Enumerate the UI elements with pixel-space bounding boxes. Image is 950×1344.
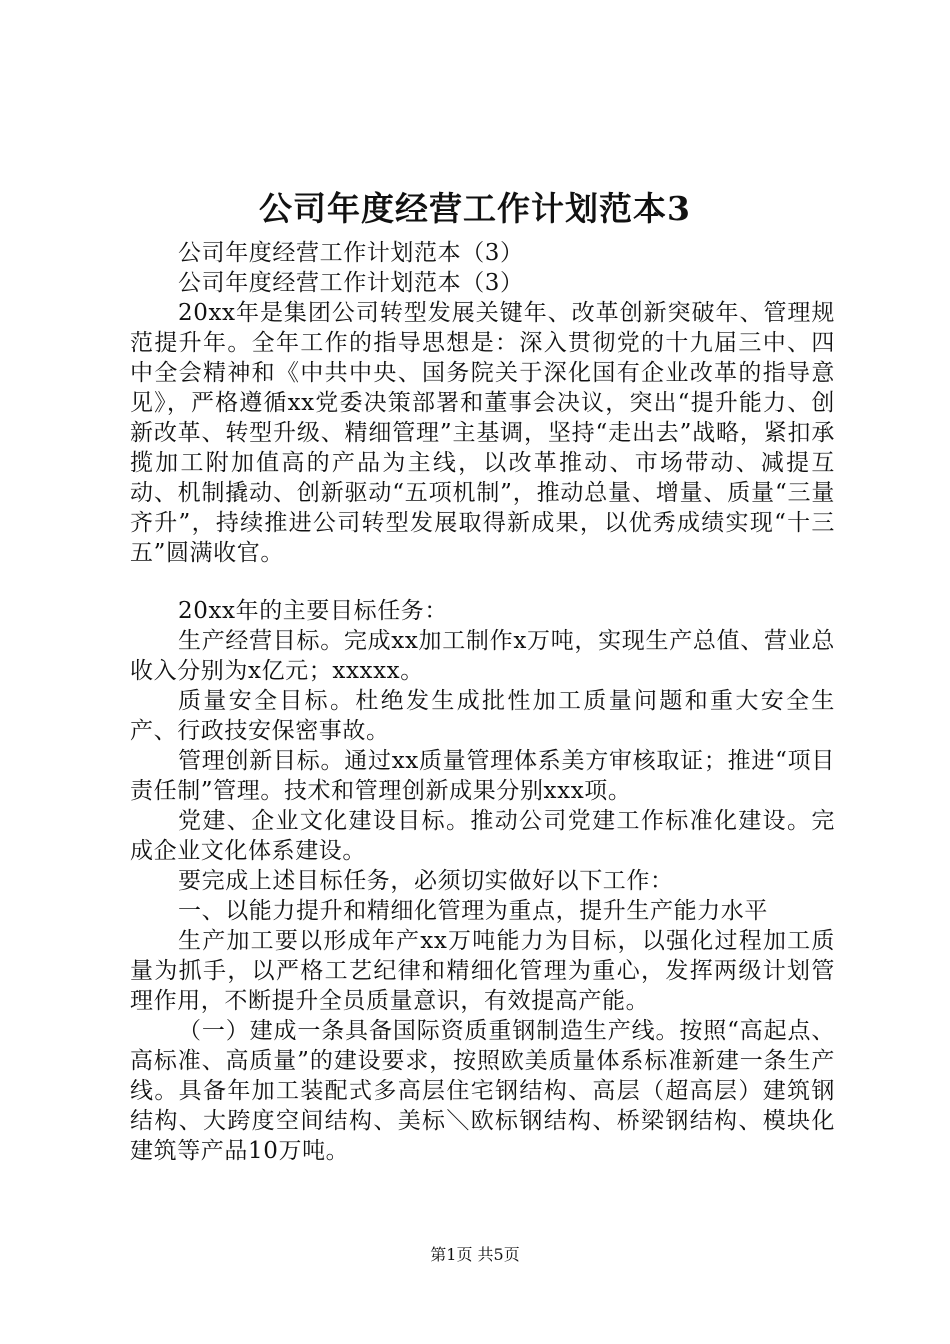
subtitle-line: 公司年度经营工作计划范本（3） [178,240,524,266]
paragraph-work-intro: 要完成上述目标任务，必须切实做好以下工作： [178,868,674,894]
document-body [130,238,835,1166]
paragraph-capacity: 生产加工要以形成年产xx万吨能力为目标，以强化过程加工质量为抓手，以严格工艺纪律和精细化管理为重心，发挥两级计划管理作用，不断提升全员质量意识，有效提高产能。 [130,928,835,1014]
section-heading-1: 一、以能力提升和精细化管理为重点，提升生产能力水平 [178,898,768,924]
paragraph-gap [130,568,835,596]
paragraph-management-target: 管理创新目标。通过xx质量管理体系美方审核取证；推进“项目责任制”管理。技术和管理创新成果分别xxx项。 [130,748,835,804]
document-title: 公司年度经营工作计划范本3 [259,189,691,228]
paragraph-quality-target: 质量安全目标。杜绝发生成批性加工质量问题和重大安全生产、行政技安保密事故。 [130,688,835,744]
subtitle-line: 公司年度经营工作计划范本（3） [178,270,524,296]
page-footer: 第1页 共5页 [430,1245,520,1264]
paragraph-party-culture-target: 党建、企业文化建设目标。推动公司党建工作标准化建设。完成企业文化体系建设。 [130,808,835,864]
paragraph-main-targets-heading: 20xx年的主要目标任务： [178,598,449,624]
paragraph-production-target: 生产经营目标。完成xx加工制作x万吨，实现生产总值、营业总收入分别为x亿元；xxxxx。 [130,628,835,684]
paragraph-production-line: （一）建成一条具备国际资质重钢制造生产线。按照“高起点、高标准、高质量”的建设要求，按照欧美质量体系标准新建一条生产线。具备年加工装配式多高层住宅钢结构、高层（超高层）建筑钢结构、大跨度空间结构、美标＼欧标钢结构、桥梁钢结构、模块化建筑等产品10万吨。 [130,1018,835,1164]
paragraph-guiding-thought: 20xx年是集团公司转型发展关键年、改革创新突破年、管理规范提升年。全年工作的指导思想是：深入贯彻党的十九届三中、四中全会精神和《中共中央、国务院关于深化国有企业改革的指导意见》，严格遵循xx党委决策部署和董事会决议，突出“提升能力、创新改革、转型升级、精细管理”主基调，坚持“走出去”战略，紧扣承揽加工附加值高的产品为主线，以改革推动、市场带动、减提互动、机制撬动、创新驱动“五项机制”，推动总量、增量、质量“三量齐升”，持续推进公司转型发展取得新成果，以优秀成绩实现“十三五”圆满收官。 [130,300,835,566]
